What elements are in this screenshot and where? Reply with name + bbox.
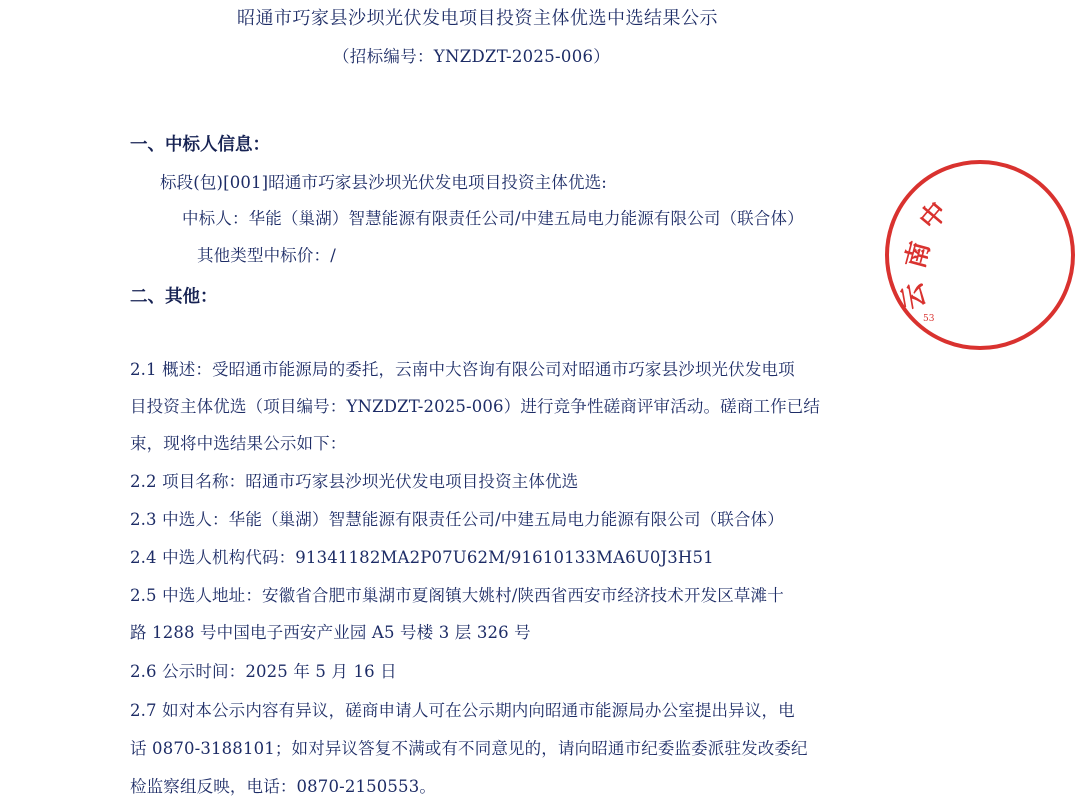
paragraph-2-1-line-2: 目投资主体优选（项目编号：YNZDZT-2025-006）进行竞争性磋商评审活动。磋商工作已结 <box>130 397 821 416</box>
tender-number: （招标编号：YNZDZT-2025-006） <box>333 47 611 66</box>
seal-char: 中 <box>914 196 954 236</box>
paragraph-2-5-line-2: 路 1288 号中国电子西安产业园 A5 号楼 3 层 326 号 <box>130 623 531 642</box>
paragraph-2-1-line-3: 束，现将中选结果公示如下： <box>130 434 347 453</box>
document-title: 昭通市巧家县沙坝光伏发电项目投资主体优选中选结果公示 <box>237 8 718 29</box>
lot-line: 标段(包)[001]昭通市巧家县沙坝光伏发电项目投资主体优选: <box>160 173 607 192</box>
paragraph-2-2: 2.2 项目名称：昭通市巧家县沙坝光伏发电项目投资主体优选 <box>130 472 579 491</box>
winner-line: 中标人：华能（巢湖）智慧能源有限责任公司/中建五局电力能源有限公司（联合体） <box>182 209 804 228</box>
paragraph-2-1-line-1: 2.1 概述：受昭通市能源局的委托，云南中大咨询有限公司对昭通市巧家县沙坝光伏发电项 <box>130 360 795 379</box>
paragraph-2-3: 2.3 中选人：华能（巢湖）智慧能源有限责任公司/中建五局电力能源有限公司（联合体） <box>130 510 784 529</box>
official-seal <box>885 160 1075 350</box>
paragraph-2-7-line-3: 检监察组反映，电话：0870-2150553。 <box>130 777 437 796</box>
paragraph-2-7-line-1: 2.7 如对本公示内容有异议，磋商申请人可在公示期内向昭通市能源局办公室提出异议，电 <box>130 701 795 720</box>
seal-char: 云 <box>897 280 932 312</box>
seal-char: 南 <box>900 238 937 272</box>
section-heading-winner-info: 一、中标人信息： <box>130 135 270 155</box>
other-price-line: 其他类型中标价：/ <box>197 246 336 265</box>
section-heading-other: 二、其他： <box>130 287 218 307</box>
paragraph-2-4: 2.4 中选人机构代码：91341182MA2P07U62M/91610133MA6U0J3H51 <box>130 548 714 567</box>
seal-number: 53 <box>923 314 935 324</box>
paragraph-2-6: 2.6 公示时间：2025 年 5 月 16 日 <box>130 662 397 681</box>
paragraph-2-7-line-2: 话 0870-3188101；如对异议答复不满或有不同意见的，请向昭通市纪委监委派驻发改委纪 <box>130 739 808 758</box>
paragraph-2-5-line-1: 2.5 中选人地址：安徽省合肥市巢湖市夏阁镇大姚村/陕西省西安市经济技术开发区草滩十 <box>130 586 784 605</box>
